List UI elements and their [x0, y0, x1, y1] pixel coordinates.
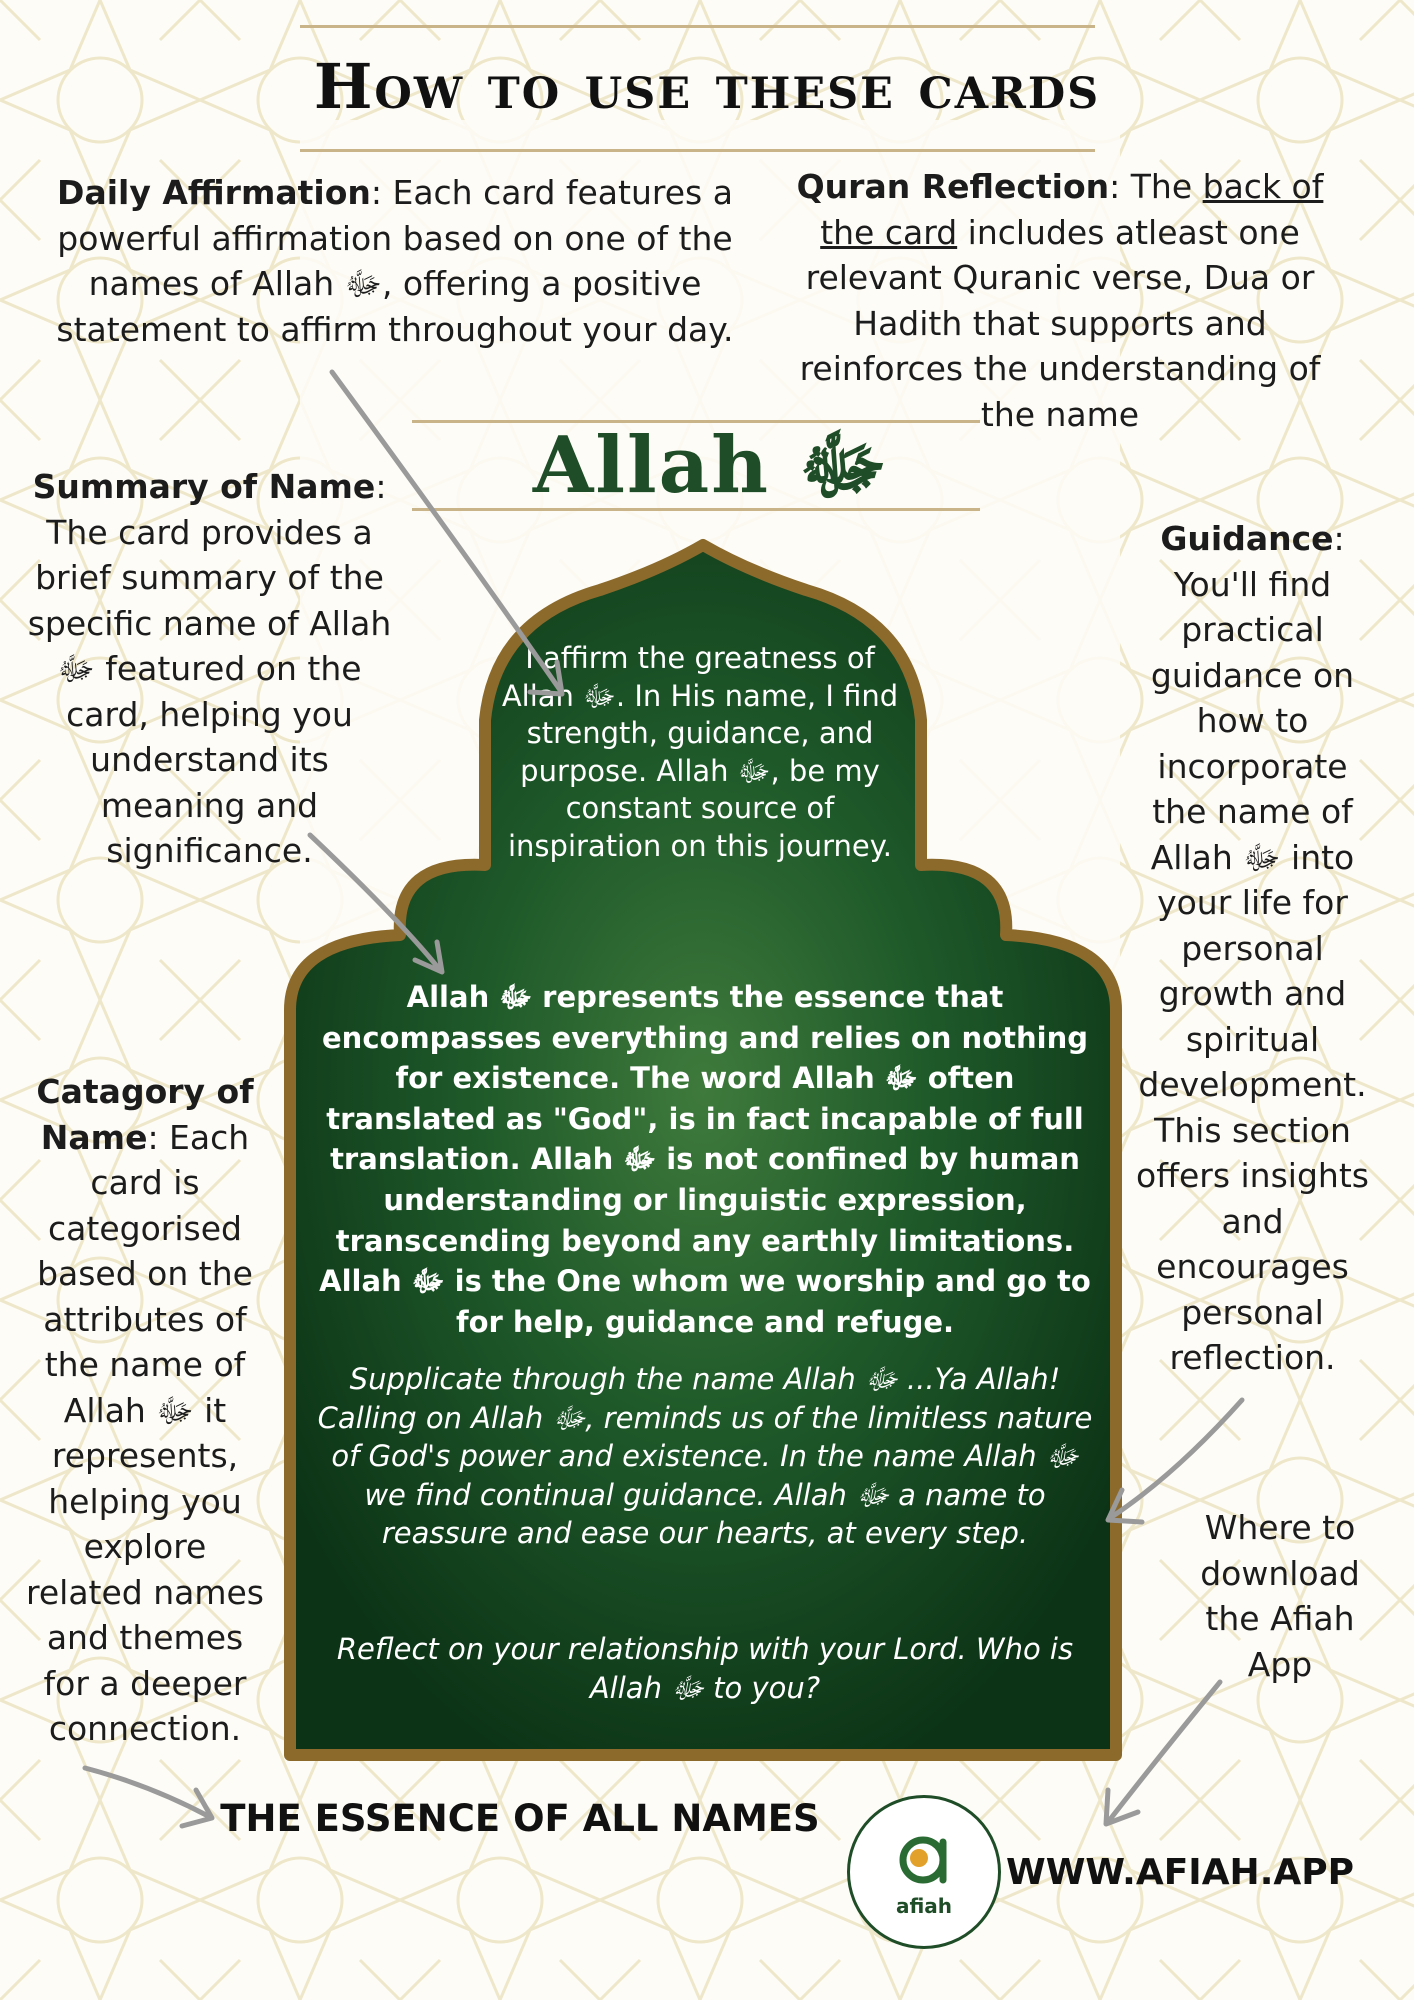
note-label: Quran Reflection [796, 167, 1110, 206]
note-guidance [1130, 516, 1375, 1381]
note-category-of-name [25, 1069, 265, 1752]
note-label: Catagory of Name [36, 1072, 254, 1157]
note-text: Where to download the Afiah App [1200, 1508, 1360, 1684]
note-text: : Each card features a powerful affirmation based on one of the names of Allah ﷻ, offering a positive statement to affirm throughout your day. [56, 173, 734, 349]
note-summary-of-name [22, 464, 397, 874]
card-reflection: Reflect on your relationship with your Lord. Who is Allah ﷻ to you? [336, 1632, 1074, 1705]
page-title: How to use these cards [313, 50, 1101, 123]
title-rule-bottom [300, 149, 1095, 152]
note-text: : The card provides a brief summary of the specific name of Allah ﷻ featured on the card, helping you understand its meaning and significance. [27, 467, 392, 870]
note-text: includes atleast one relevant Quranic verse, Dua or Hadith that supports and reinforces the understanding of the name [799, 212, 1321, 434]
note-text: : You'll find practical guidance on how to incorporate the name of Allah ﷻ into your life for personal growth and spiritual development. This section offers insights and encourages personal reflection. [1136, 519, 1369, 1377]
card-guidance: Supplicate through the name Allah ﷻ ...Ya Allah! Calling on Allah ﷻ, reminds us of the limitless nature of God's power and existence. In the name Allah ﷻ we find continual guidance. Allah ﷻ a name to reassure and ease our hearts, at every step. [317, 1362, 1093, 1550]
note-text: : The [1109, 167, 1203, 206]
website-link[interactable]: WWW.AFIAH.APP [1005, 1852, 1354, 1893]
card-summary: Allah ﷻ represents the essence that encompasses everything and relies on nothing for existence. The word Allah ﷻ often translated as "God", is in fact incapable of full translation. Allah ﷻ is not confined by human understanding or linguistic expression, transcending beyond any earthly limitations. Allah ﷻ is the One whom we worship and go to for help, guidance and refuge. [319, 980, 1091, 1339]
note-label: Summary of Name [32, 467, 376, 506]
card-affirmation: I affirm the greatness of Allah ﷻ. In His name, I find strength, guidance, and purpose. Allah ﷻ, be my constant source of inspiration on this journey. [501, 641, 899, 863]
title-rule-top [300, 25, 1095, 28]
logo-text: afiah [895, 1894, 953, 1918]
afiah-logo[interactable] [847, 1795, 1001, 1949]
note-daily-affirmation [45, 170, 745, 352]
card-name-title: Allah ﷻ [532, 420, 888, 511]
note-text: : Each card is categorised based on the attributes of the name of Allah ﷻ it represents, helping you explore related names and themes for a deeper connection. [26, 1117, 264, 1748]
note-download [1180, 1505, 1380, 1687]
afiah-logo-icon [897, 1828, 957, 1888]
note-quran-reflection [770, 164, 1350, 437]
card-category: THE ESSENCE OF ALL NAMES [220, 1797, 820, 1840]
note-label: Guidance [1160, 519, 1334, 558]
back-of-card-link[interactable]: back of the card [820, 167, 1324, 252]
note-label: Daily Affirmation [57, 173, 371, 212]
